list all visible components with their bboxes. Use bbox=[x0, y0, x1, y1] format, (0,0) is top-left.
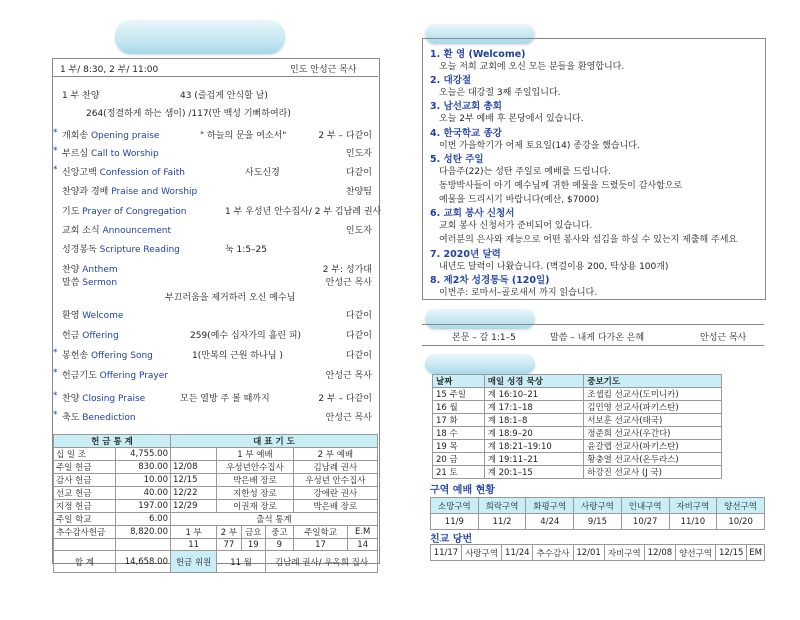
attendance-header: 1 부 bbox=[170, 526, 216, 539]
announcement bbox=[430, 205, 737, 247]
prayer-name-2: 김남례 권사 bbox=[293, 461, 377, 474]
announcement bbox=[430, 125, 640, 153]
fellowship-cell: 11/17 bbox=[431, 545, 462, 561]
offering-label: 지정 헌금 bbox=[54, 500, 116, 513]
schedule-date: 18 수 bbox=[433, 427, 485, 440]
district-date: 10/20 bbox=[717, 514, 765, 530]
attendance-value: 19 bbox=[241, 539, 265, 551]
fellowship-cell: 사랑구역 bbox=[461, 545, 501, 561]
announcement bbox=[430, 272, 597, 300]
announcement-line: 동방박사들이 아기 예수님께 귀한 예물을 드렸듯이 감사함으로 bbox=[439, 180, 683, 191]
announcement-line: 오늘은 대강절 3째 주일입니다. bbox=[439, 88, 561, 99]
district-name: 양선구역 bbox=[717, 498, 765, 514]
offering-title: 헌 금 통 계 bbox=[54, 435, 171, 448]
fellowship-title: 친교 당번 bbox=[430, 534, 473, 545]
ledger-table bbox=[53, 434, 378, 573]
schedule-reading: 계 16:10–21 bbox=[484, 388, 584, 401]
announcement bbox=[430, 46, 624, 74]
sermon-preacher: 안성근 목사 bbox=[700, 333, 747, 343]
total-value: 14,658.00 bbox=[115, 551, 170, 573]
schedule-header: 매일 성경 묵상 bbox=[484, 375, 584, 388]
offering-label: 감사 헌금 bbox=[54, 474, 116, 487]
announcement-line: 교회 봉사 신청서가 준비되어 있습니다. bbox=[439, 221, 593, 232]
worship-item-detail: 사도신경 bbox=[245, 168, 280, 178]
offering-label: 십 일 조 bbox=[54, 448, 116, 461]
schedule-reading: 계 17:1–18 bbox=[484, 401, 584, 414]
schedule-prayer: 조셉킴 선교사(도미니카) bbox=[584, 388, 722, 401]
announcement-line: 여러분의 은사와 재능으로 어떤 봉사와 섬김을 하실 수 있는지 제출해 주세요 bbox=[439, 235, 738, 246]
worship-item-label: 신앙고백 Confession of Faith bbox=[62, 168, 185, 178]
schedule-reading: 계 20:1–15 bbox=[484, 466, 584, 479]
announcement-title: 4. 한국학교 종강 bbox=[430, 127, 502, 139]
offering-label: 추수감사헌금 bbox=[54, 526, 116, 539]
schedule-reading: 계 19:11–21 bbox=[484, 453, 584, 466]
prayer-col1: 1 부 예배 bbox=[217, 448, 293, 461]
prayer-date: 12/22 bbox=[170, 487, 216, 500]
worship-item-leader: 안성근 목사 bbox=[325, 413, 372, 423]
schedule-table bbox=[432, 374, 722, 479]
standing-marker: * bbox=[53, 165, 58, 175]
schedule-pill bbox=[425, 354, 535, 374]
offering-amount: 830.00 bbox=[115, 461, 170, 474]
schedule-prayer: 하강진 선교사 (J 국) bbox=[584, 466, 722, 479]
offering-amount: 4,755.00 bbox=[115, 448, 170, 461]
worship-item-detail: 부끄러움을 제거하러 오신 예수님 bbox=[165, 293, 296, 303]
announcement-title: 1. 환 영 (Welcome) bbox=[430, 49, 526, 60]
fellowship-table bbox=[430, 544, 765, 561]
worship-item-leader: 2 부 – 다같이 bbox=[318, 394, 372, 404]
schedule-date: 16 월 bbox=[433, 401, 485, 414]
schedule-header: 중보기도 bbox=[584, 375, 722, 388]
prayer-date: 12/08 bbox=[170, 461, 216, 474]
district-name: 희락구역 bbox=[478, 498, 526, 514]
worship-item-leader: 다같이 bbox=[345, 311, 372, 321]
schedule-reading: 계 18:1–8 bbox=[484, 414, 584, 427]
worship-item-leader: 찬양팀 bbox=[345, 187, 372, 197]
fellowship-cell: 12/15 bbox=[716, 545, 747, 561]
worship-item-label: 성경봉독 Scripture Reading bbox=[62, 245, 180, 255]
worship-item-label: 환영 Welcome bbox=[62, 311, 124, 321]
schedule-row bbox=[433, 388, 722, 401]
district-date: 11/10 bbox=[669, 514, 717, 530]
district-name: 소망구역 bbox=[431, 498, 479, 514]
attendance-header: 2 부 bbox=[217, 526, 241, 539]
worship-item-leader: 안성근 목사 bbox=[325, 371, 372, 381]
offering-label: 주일 헌금 bbox=[54, 461, 116, 474]
prayer-date: 12/15 bbox=[170, 474, 216, 487]
offering-amount: 197.00 bbox=[115, 500, 170, 513]
prayer-name-1: 지한성 장로 bbox=[217, 487, 293, 500]
service-times: 1 부/ 8:30, 2 부/ 11:00 bbox=[60, 65, 159, 75]
attendance-header: 금요 bbox=[241, 526, 265, 539]
standing-marker: * bbox=[53, 146, 58, 156]
announcement-line: 예물을 드리시기 바랍니다(예산, $7000) bbox=[439, 194, 600, 205]
announcement-title: 7. 2020년 달력 bbox=[430, 248, 501, 260]
worship-item-label: 부르심 Call to Worship bbox=[62, 149, 159, 159]
announcement bbox=[430, 98, 584, 126]
announcement-title: 2. 대강절 bbox=[430, 75, 472, 87]
schedule-date: 15 주일 bbox=[433, 388, 485, 401]
worship-item-leader: 안성근 목사 bbox=[325, 278, 372, 288]
worship-item-label: 찬양과 경배 Praise and Worship bbox=[62, 187, 198, 197]
attendance-value: 11 bbox=[170, 539, 216, 551]
fellowship-cell: 자비구역 bbox=[604, 545, 644, 561]
attendance-header: 중고 bbox=[266, 526, 294, 539]
worship-item-label: 축도 Benediction bbox=[62, 413, 136, 423]
districts-title: 구역 예배 현황 bbox=[430, 485, 495, 496]
schedule-header: 날짜 bbox=[433, 375, 485, 388]
schedule-date: 19 목 bbox=[433, 440, 485, 453]
announcement bbox=[430, 151, 682, 207]
offering-label: 선교 헌금 bbox=[54, 487, 116, 500]
prayer-name-1: 우성년안수집사 bbox=[217, 461, 293, 474]
prayer-name-1: 이권재 장로 bbox=[217, 500, 293, 513]
offering-amount: 40.00 bbox=[115, 487, 170, 500]
worship-item-label: 헌금 Offering bbox=[62, 331, 119, 341]
district-name: 인내구역 bbox=[621, 498, 669, 514]
announcement-line: 이번주: 로마서–골로새서 까지 읽습니다. bbox=[439, 288, 598, 298]
district-date: 9/15 bbox=[574, 514, 622, 530]
schedule-row bbox=[433, 414, 722, 427]
worship-item-label: 기도 Prayer of Congregation bbox=[62, 207, 187, 217]
prayer-name-2: 강애란 권사 bbox=[293, 487, 377, 500]
announcement-line: 오늘 2부 예배 후 본당에서 있습니다. bbox=[439, 114, 584, 125]
announcement-title: 5. 성탄 주일 bbox=[430, 153, 484, 165]
standing-marker: * bbox=[53, 410, 58, 420]
schedule-row bbox=[433, 427, 722, 440]
worship-item-detail: 259(예수 십자가의 흘린 피) bbox=[190, 331, 302, 341]
schedule-row bbox=[433, 440, 722, 453]
officiant: 인도 안성근 목사 bbox=[290, 65, 357, 75]
announcement-title: 8. 제2차 성경통독 (120일) bbox=[430, 275, 550, 286]
worship-item-label: 찬양 Anthem bbox=[62, 265, 118, 275]
offering-label: 주일 학교 bbox=[54, 513, 116, 526]
schedule-row bbox=[433, 466, 722, 479]
hymn-value: 43 (즐겁게 안식할 날) bbox=[180, 91, 268, 101]
worship-item-label: 봉헌송 Offering Song bbox=[62, 351, 153, 361]
worship-item-detail: " 하늘의 문을 여소서" bbox=[200, 131, 287, 141]
standing-marker: * bbox=[53, 128, 58, 138]
worship-item-leader: 인도자 bbox=[345, 149, 372, 159]
prayer-name-2: 우성년 안수집사 bbox=[293, 474, 377, 487]
committee-label: 헌금 위원 bbox=[170, 551, 216, 573]
announcement bbox=[430, 72, 561, 100]
district-name: 화평구역 bbox=[526, 498, 574, 514]
attendance-title: 출석 통계 bbox=[170, 513, 377, 526]
schedule-prayer: 서보훈 선교사(태국) bbox=[584, 414, 722, 427]
announcement-title: 6. 교회 봉사 신청서 bbox=[430, 208, 515, 220]
schedule-prayer: 황충열 선교사(온두라스) bbox=[584, 453, 722, 466]
committee-month: 11 월 bbox=[217, 551, 266, 573]
worship-item-label: 개회송 Opening praise bbox=[62, 131, 160, 141]
worship-item-detail: 눅 1:5–25 bbox=[225, 245, 267, 255]
districts-table bbox=[430, 497, 765, 530]
district-name: 자비구역 bbox=[669, 498, 717, 514]
worship-item-label: 말씀 Sermon bbox=[62, 278, 118, 288]
worship-item-detail: 1 부 우성년 안수집사/ 2 부 김남례 권사 bbox=[225, 207, 382, 217]
attendance-header: E.M bbox=[348, 526, 378, 539]
worship-item-label: 교회 소식 Announcement bbox=[62, 226, 172, 236]
district-date: 10/27 bbox=[621, 514, 669, 530]
schedule-prayer: 김민영 선교사(파키스탄) bbox=[584, 401, 722, 414]
schedule-date: 21 토 bbox=[433, 466, 485, 479]
standing-marker: * bbox=[53, 368, 58, 378]
district-date: 11/2 bbox=[478, 514, 526, 530]
standing-marker: * bbox=[53, 348, 58, 358]
district-date: 11/9 bbox=[431, 514, 479, 530]
worship-item-label: 헌금기도 Offering Prayer bbox=[62, 371, 168, 381]
district-date: 4/24 bbox=[526, 514, 574, 530]
fellowship-cell: 11/24 bbox=[502, 545, 533, 561]
announcement-line: 다음주(22)는 성탄 주일로 예배를 드립니다. bbox=[439, 166, 611, 177]
fellowship-cell: 12/01 bbox=[573, 545, 604, 561]
schedule-date: 20 금 bbox=[433, 453, 485, 466]
schedule-row bbox=[433, 401, 722, 414]
fellowship-cell: 12/08 bbox=[644, 545, 675, 561]
schedule-prayer: 정준희 선교사(우간다) bbox=[584, 427, 722, 440]
prayer-title: 대 표 기 도 bbox=[170, 435, 377, 448]
worship-item-leader: 2 부: 성가대 bbox=[322, 265, 372, 275]
schedule-date: 17 화 bbox=[433, 414, 485, 427]
total-label: 합 계 bbox=[54, 551, 116, 573]
sermon-title: 말씀 – 내게 다가온 은혜 bbox=[550, 333, 645, 343]
standing-marker: * bbox=[53, 391, 58, 401]
attendance-header: 주일학교 bbox=[293, 526, 348, 539]
prayer-col2: 2 부 예배 bbox=[293, 448, 377, 461]
schedule-reading: 계 18:21–19:10 bbox=[484, 440, 584, 453]
announcement-line: 오늘 저희 교회에 오신 모든 분들을 환영합니다. bbox=[439, 62, 625, 72]
worship-item-leader: 2 부 – 다같이 bbox=[318, 131, 372, 141]
schedule-reading: 계 18:9–20 bbox=[484, 427, 584, 440]
prayer-name-1: 박은배 장로 bbox=[217, 474, 293, 487]
schedule-row bbox=[433, 453, 722, 466]
worship-item-leader: 다같이 bbox=[345, 351, 372, 361]
left-header-pill bbox=[115, 20, 285, 54]
worship-item-detail: 모든 열방 주 볼 때까지 bbox=[180, 394, 270, 404]
attendance-value: 9 bbox=[266, 539, 294, 551]
hymn-value-2: 264(정결하게 하는 샘이) /117(만 백성 기뻐하여라) bbox=[86, 109, 291, 119]
offering-amount: 8,820.00 bbox=[115, 526, 170, 539]
hymn-label: 1 부 찬양 bbox=[62, 91, 100, 101]
offering-amount: 10.00 bbox=[115, 474, 170, 487]
sermon-text-label: 본문 – 갈 1:1–5 bbox=[452, 333, 516, 343]
announcement-line: 내년도 달력이 나왔습니다. (벽걸이용 200, 탁상용 100개) bbox=[439, 261, 669, 272]
announcement-title: 3. 남선교회 총회 bbox=[430, 101, 502, 113]
worship-item-label: 찬양 Closing Praise bbox=[62, 394, 146, 404]
offering-amount: 6.00 bbox=[115, 513, 170, 526]
fellowship-cell: EM bbox=[747, 545, 765, 561]
fellowship-cell: 추수감사 bbox=[533, 545, 573, 561]
announcement bbox=[430, 246, 668, 274]
attendance-value: 14 bbox=[348, 539, 378, 551]
worship-item-leader: 다같이 bbox=[345, 331, 372, 341]
announcement-line: 이번 가을학기가 어제 토요일(14) 종강을 했습니다. bbox=[439, 140, 640, 151]
worship-item-detail: 1(만복의 근원 하나님 ) bbox=[192, 351, 283, 361]
prayer-name-2: 박은배 장로 bbox=[293, 500, 377, 513]
prayer-date: 12/29 bbox=[170, 500, 216, 513]
committee-names: 김남례 권사/ 우옥희 집사 bbox=[266, 551, 378, 573]
district-name: 사랑구역 bbox=[574, 498, 622, 514]
schedule-prayer: 윤갈렙 선교사(파키스탄) bbox=[584, 440, 722, 453]
attendance-value: 17 bbox=[293, 539, 348, 551]
worship-item-leader: 인도자 bbox=[345, 226, 372, 236]
worship-item-leader: 다같이 bbox=[345, 168, 372, 178]
fellowship-cell: 양선구역 bbox=[675, 545, 715, 561]
attendance-value: 77 bbox=[217, 539, 241, 551]
